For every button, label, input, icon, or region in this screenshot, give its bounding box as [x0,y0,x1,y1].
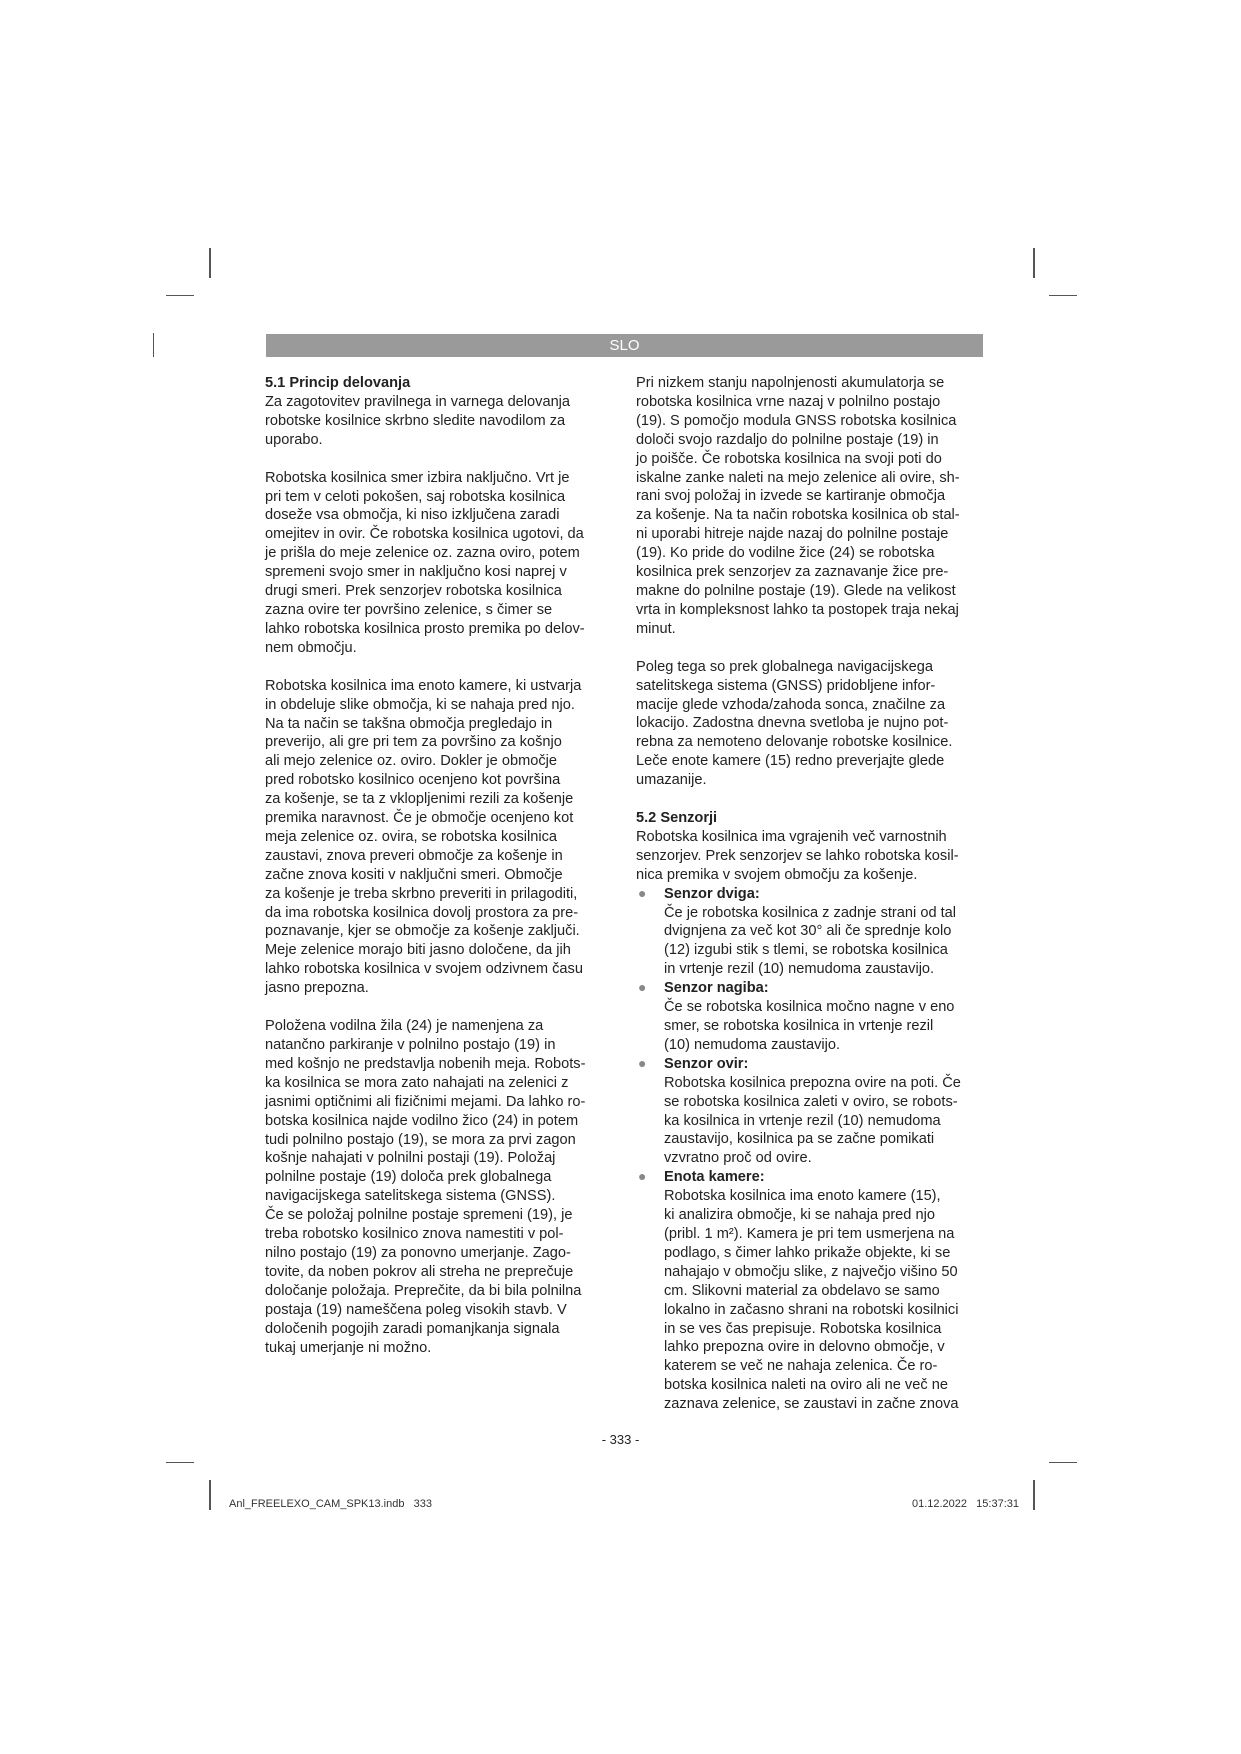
crop-mark [209,1480,211,1510]
list-item-text: Robotska kosilnica prepozna ovire na poti. Če se robotska kosilnica zaleti v oviro, se robots- ka kosilnica in vrtenje rezil (10) nemudoma zaustavijo, kosilnica pa se začne pomikati vzvratno proč od ovire. [664,1074,961,1167]
crop-mark [1033,248,1035,278]
paragraph: Robotska kosilnica smer izbira naključno. Vrt je pri tem v celoti pokošen, saj robotska kosilnica doseže vsa območja, ki niso izključena zaradi omejitev in ovir. Če robotska kosilnica ugotovi, da je prišla do meje zelenice oz. zazna oviro, potem spremeni svojo smer in naključno kosi naprej v drugi smeri. Prek senzorjev robotska kosilnica zazna ovire ter površino zelenice, s čimer se lahko robotska kosilnica prosto premika po delov- nem območju. [265,469,585,656]
paragraph: Za zagotovitev pravilnega in varnega delovanja robotske kosilnice skrbno sledite navodilom za uporabo. [265,393,571,448]
paragraph: Pri nizkem stanju napolnjenosti akumulatorja se robotska kosilnica vrne nazaj v polnilno postajo (19). S pomočjo modula GNSS robotska kosilnica določi svojo razdaljo do polnilne postaje (19) in jo poišče. Če robotska kosilnica na svoji poti do iskalne zanke naleti na mejo zelenice ali ovire, sh- rani svoj položaj in izvede se kartiranje območja za košenje. Na ta način robotska kosilnica ob stal- ni uporabi hitreje najde nazaj do polnilne postaje (19). Ko pride do vodilne žice (24) se robotska kosilnica prek senzorjev za zaznavanje žice pre- makne do polnilne postaje (19). Glede na velikost vrta in kompleksnost lahko ta postopek traja nekaj minut. [636,375,960,637]
left-column [265,374,610,1376]
list-item-title: Senzor dviga: [664,885,760,902]
list-item-title: Senzor ovir: [664,1055,749,1072]
bullet-icon: ● [638,979,647,996]
bullet-icon: ● [638,884,647,901]
crop-mark [1049,1462,1077,1463]
crop-mark [1033,1480,1035,1510]
list-item [636,979,986,1055]
bullet-icon: ● [638,1168,647,1185]
list-item-text: Če se robotska kosilnica močno nagne v eno smer, se robotska kosilnica in vrtenje rezil (10) nemudoma zaustavijo. [664,999,955,1053]
right-column [636,374,986,1414]
crop-mark [209,248,211,278]
footer-datetime: 01.12.2022 15:37:31 [911,1498,1019,1510]
footer-filename: Anl_FREELEXO_CAM_SPK13.indb 333 [229,1498,433,1510]
crop-mark [166,295,194,296]
list-item-text: Če je robotska kosilnica z zadnje strani od tal dvignjena za več kot 30° ali če sprednje kolo (12) izgubi stik s tlemi, se robotska kosilnica in vrtenje rezil (10) nemudoma zaustavijo. [664,904,957,978]
list-item [636,885,986,980]
paragraph: Robotska kosilnica ima enoto kamere, ki ustvarja in obdeluje slike območja, ki se nahaja pred njo. Na ta način se takšna območja pregledajo in preverijo, ali gre pri tem za površino za košnjo ali mejo zelenice oz. oviro. Dokler je območje pred robotsko kosilnico ocenjeno kot površina za košenje, se ta z vklopljenimi rezili za košenje premika naravnost. Če je območje ocenjeno kot meja zelenice oz. ovira, se robotska kosilnica zaustavi, znova preveri območje za košenje in začne znova kositi v naključni smeri. Območje za košenje je treba skrbno preveriti in prilagoditi, da ima robotska kosilnica dovolj prostora za pre- poznavanje, kjer se območje za košenje zaključi. Meje zelenice morajo biti jasno določene, da jih lahko robotska kosilnica v svojem odzivnem času jasno prepozna. [265,677,583,997]
list-item [636,1168,986,1414]
language-label: SLO [609,337,640,354]
paragraph: Robotska kosilnica ima vgrajenih več varnostnih senzorjev. Prek senzorjev se lahko robotska kosil- nica premika v svojem območju za košenje. [636,828,959,883]
list-item-title: Enota kamere: [664,1169,765,1186]
language-header-bar [266,334,983,357]
list-item [636,1055,986,1168]
bullet-icon: ● [638,1054,647,1071]
list-item-title: Senzor nagiba: [664,980,769,997]
page-number: - 333 - [601,1432,640,1447]
crop-mark [1049,295,1077,296]
crop-mark [166,1462,194,1463]
section-heading: 5.1 Princip delovanja [265,375,411,391]
sensor-list [636,885,986,1414]
paragraph: Poleg tega so prek globalnega navigacijskega satelitskega sistema (GNSS) pridobljene infor- macije glede vzhoda/zahoda sonca, značilne za lokacijo. Zadostna dnevna svetloba je nujno pot- rebna za nemoteno delovanje robotske kosilnice. Leče enote kamere (15) redno preverjajte glede umazanije. [636,658,953,789]
paragraph: Položena vodilna žila (24) je namenjena za natančno parkiranje v polnilno postajo (19) in med košnjo ne predstavlja nobenih meja. Robots- ka kosilnica se mora zato nahajati na zelenici z jasnimi optičnimi ali fizičnimi mejami. Da lahko ro- botska kosilnica najde vodilno žico (24) in potem tudi polnilno postajo (19), se mora za prvi zagon košnje nahajati v polnilni postaji (19). Položaj polnilne postaje (19) določa prek globalnega navigacijskega satelitskega sistema (GNSS). Če se položaj polnilne postaje spremeni (19), je treba robotsko kosilnico znova namestiti v pol- nilno postajo (19) za ponovno umerjanje. Zago- tovite, da noben pokrov ali streha ne preprečuje določanje položaja. Preprečite, da bi bila polnilna postaja (19) nameščena poleg visokih stavb. V določenih pogojih zaradi pomanjkanja signala tukaj umerjanje ni možno. [265,1018,586,1356]
section-heading: 5.2 Senzorji [636,810,718,827]
list-item-text: Robotska kosilnica ima enoto kamere (15), ki analizira območje, ki se nahaja pred njo (pribl. 1 m²). Kamera je pri tem usmerjena na podlago, s čimer lahko prikaže objekte, ki se nahajajo v območju slike, z največjo višino 50 cm. Slikovni material za obdelavo se samo lokalno in začasno shrani na robotski kosilnici in se ves čas prepisuje. Robotska kosilnica lahko prepozna ovire in delovno območje, v katerem se več ne nahaja zelenica. Če ro- botska kosilnica naleti na oviro ali ne več ne zaznava zelenice, se zaustavi in začne znova [664,1188,959,1413]
crop-mark [153,333,154,357]
